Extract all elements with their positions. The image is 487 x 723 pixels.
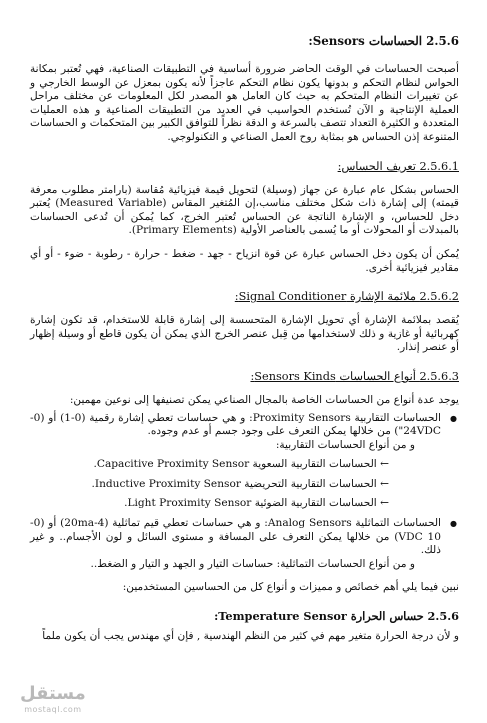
watermark-logo — [20, 685, 86, 717]
proximity-sensors-text: الحساسات التقاربية Proximity Sensors: و هي حساسات تعطي إشارة رقمية (0-1) أو (0-24VDC") من خلالها يمكن التعرف على وجود جسم أو عدم وجوده. — [30, 411, 441, 438]
section-2-5-6-3-title: 2.5.6.3 أنواع الحساسات Sensors Kinds: — [250, 369, 459, 383]
analog-sensors-text: الحساسات التماثلية Analog Sensors: و هي حساسات تعطي قيم تماثلية (4-20ma) أو (0-10 VDC) من خلالها يمكن التعرف على المسافة و مستوى السائل و لون الأجسام.. و غير ذلك. — [30, 517, 442, 557]
section-temperature-heading: 2.5.6 حساس الحرارة Temperature Sensor: — [214, 609, 459, 624]
watermark-url: mostaql.com — [24, 705, 82, 715]
list-item — [30, 412, 441, 512]
list-item — [30, 517, 441, 571]
capacitive-sensor-item: ← الحساسات التقاربية السعوية Capacitive Proximity Sensor. — [93, 458, 389, 471]
section-2-5-6-paragraph: أصبحت الحساسات في الوقت الحاضر ضرورة أساسية في التطبيقات الصناعية، فهي تُعتبر بمكانة الحواس لنظام التحكم و بدونها يكون نظام التحكم عاجزاً لأنه يكون بمعزل عن الوسط الخارجي و عن تغييرات النظام المتحكم به حيث كان العامل هو المصدر لكل المعلومات عن مختلف مراحل العملية الإنتاجية و الآن تُستخدم الحواسيب في العديد من التطبيقات الصناعية و هذه العمليات المتعددة و الكثيرة التعداد تتصف بالسرعة و الدقة نظراً للتوافق الكبير بين المتحكمات و الحساسات المتنوعة إذن الحساس هو بمثابة روح العمل الصناعي و التكنولوجي. — [30, 63, 459, 143]
section-2-5-6-2-title: 2.5.6.2 ملائمة الإشارة Signal Conditioner: — [234, 290, 459, 304]
analog-types-note: و من أنواع الحساسات التماثلية: حساسات التيار و الجهد و التيار و الضغط.. — [90, 557, 415, 570]
section-2-5-6-1-paragraph-2: يُمكن أن يكون دخل الحساس عبارة عن قوة انزياح - جهد - ضغط - حرارة - رطوبة - ضوء - أو أي مقادير فيزيائية أخرى. — [30, 247, 459, 274]
section-2-5-6-1-heading — [30, 159, 459, 174]
section-2-5-6-2-heading — [30, 289, 459, 304]
proximity-types-note: و من أنواع الحساسات التقاربية: — [275, 438, 415, 451]
light-sensor-item: ← الحساسات التقاربية الضوئية Light Proximity Sensor. — [124, 497, 389, 510]
temperature-paragraph: و لأن درجة الحرارة متغير مهم في كثير من النظم الهندسية , فإن أي مهندس يجب أن يكون ملماً — [42, 630, 459, 643]
section-2-5-6-2-paragraph: يُقصد بملائمة الإشارة أي تحويل الإشارة المتحسسة إلى إشارة قابلة للاستخدام، قد تكون إشارة كهربائية أو غازية و ذلك لاستخدامها من قِبل عنصر الخرج الذي يمكن أن يكون قاطع أو وسيلة إظهار أو عنصر إنذار. — [30, 314, 459, 354]
summary-line: نبين فيما يلي أهم خصائص و مميزات و أنواع كل من الحساسين المستخدمين: — [122, 581, 459, 594]
watermark-arabic: مستقل — [20, 683, 86, 705]
section-2-5-6-heading: 2.5.6 الحساسات Sensors: — [308, 34, 459, 48]
section-2-5-6-3-intro: يوجد عدة أنواع من الحساسات الخاصة بالمجال الصناعي يمكن تصنيفها إلى نوعين مهمين: — [69, 393, 459, 406]
inductive-sensor-item: ← الحساسات التقاربية التحريضية Inductive Proximity Sensor. — [91, 477, 389, 490]
section-2-5-6-1-title: 2.5.6.1 تعريف الحساس: — [337, 159, 459, 173]
section-2-5-6-3-heading — [30, 369, 459, 384]
section-2-5-6-1-paragraph: الحساس بشكل عام عبارة عن جهاز (وسيلة) لتحويل قيمة فيزيائية مُقاسة (بارامتر مطلوب معرفة قيمته) إلى إشارة ذات شكل مختلف مناسب،إن المُتغير المقاس (Measured Variable) يُعتبر دخل للحساس، و الإشارة الناتجة عن الحساس تُعتبر الخرج، كما يُمكن أن تُدعى الحساسات بالمبدلات أو المحولات أو ما يُسمى بالعناصر الأولية (Primary Elements). — [30, 183, 459, 237]
sensor-kinds-list — [30, 412, 459, 572]
